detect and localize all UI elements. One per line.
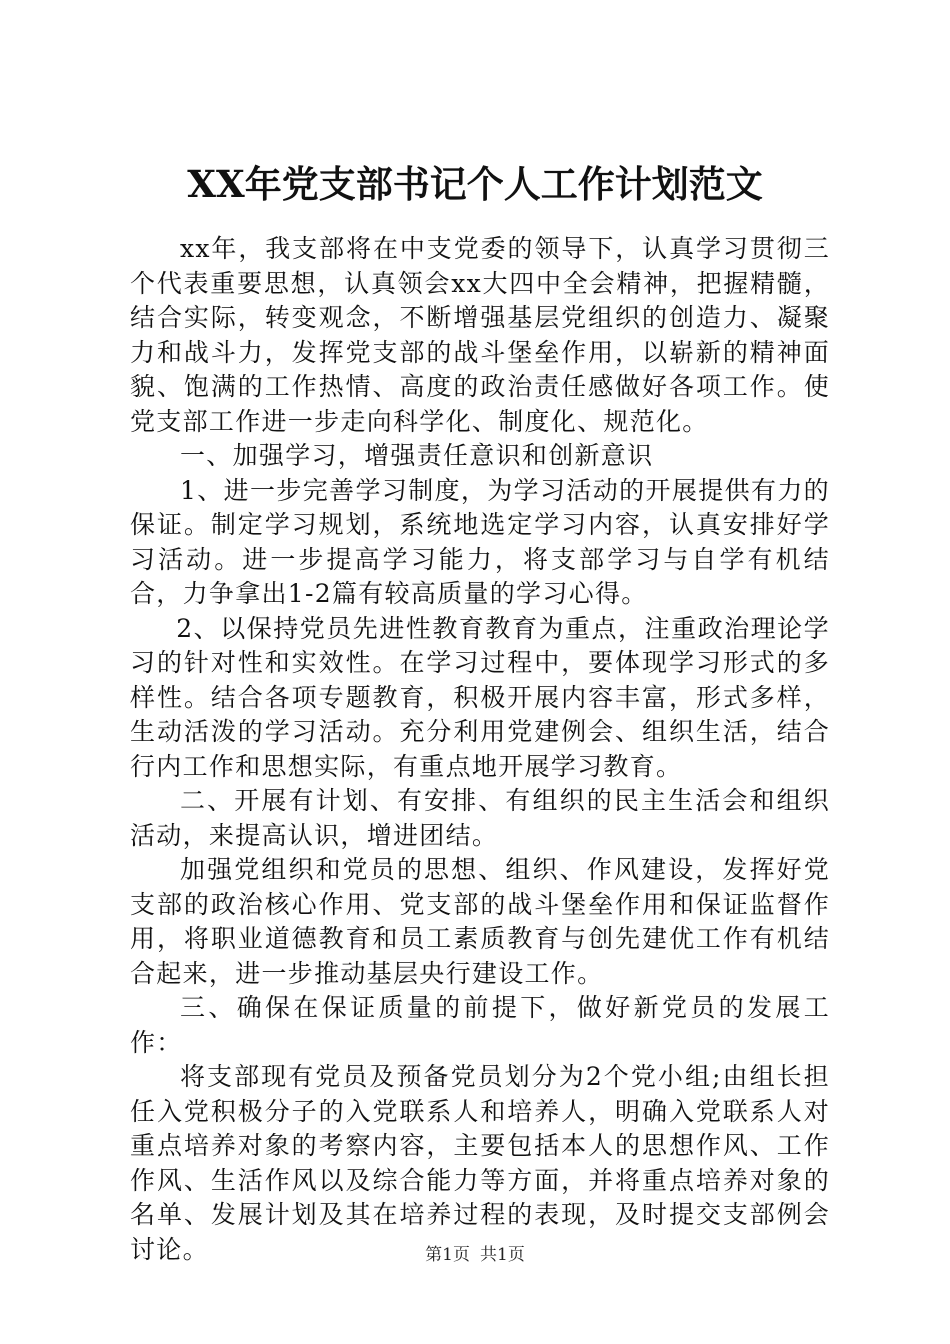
- page-total: 共1页: [480, 1245, 525, 1265]
- page-footer: [0, 1244, 950, 1266]
- paragraph-section-2: 加强党组织和党员的思想、组织、作风建设，发挥好党支部的政治核心作用、党支部的战斗堡垒作用和保证监督作用，将职业道德教育和员工素质教育与创先建优工作有机结合起来，进一步推动基层央行建设工作。: [130, 855, 830, 988]
- paragraph-intro: xx年，我支部将在中支党委的领导下，认真学习贯彻三个代表重要思想，认真领会xx大四中全会精神，把握精髓，结合实际，转变观念，不断增强基层党组织的创造力、凝聚力和战斗力，发挥党支部的战斗堡垒作用，以崭新的精神面貌、饱满的工作热情、高度的政治责任感做好各项工作。使党支部工作进一步走向科学化、制度化、规范化。: [130, 234, 830, 436]
- document-title: XX年党支部书记个人工作计划范文: [187, 162, 763, 206]
- paragraph-item-1: 1、进一步完善学习制度，为学习活动的开展提供有力的保证。制定学习规划，系统地选定学习内容，认真安排好学习活动。进一步提高学习能力，将支部学习与自学有机结合，力争拿出1-2篇有较高质量的学习心得。: [130, 475, 830, 608]
- paragraph-section-3: 将支部现有党员及预备党员划分为2个党小组;由组长担任入党积极分子的入党联系人和培养人，明确入党联系人对重点培养对象的考察内容，主要包括本人的思想作风、工作作风、生活作风以及综合能力等方面，并将重点培养对象的名单、发展计划及其在培养过程的表现，及时提交支部例会讨论。: [130, 1062, 830, 1264]
- section-heading-3: 三、确保在保证质量的前提下，做好新党员的发展工作：: [130, 993, 830, 1057]
- section-heading-1: 一、加强学习，增强责任意识和创新意识: [180, 441, 654, 470]
- page-number: 第1页: [425, 1245, 470, 1265]
- document-body: [130, 232, 830, 1267]
- section-heading-2: 二、开展有计划、有安排、有组织的民主生活会和组织活动，来提高认识，增进团结。: [130, 786, 830, 850]
- paragraph-item-2: 2、以保持党员先进性教育教育为重点，注重政治理论学习的针对性和实效性。在学习过程中，要体现学习形式的多样性。结合各项专题教育，积极开展内容丰富，形式多样，生动活泼的学习活动。充分利用党建例会、组织生活，结合行内工作和思想实际，有重点地开展学习教育。: [130, 613, 830, 781]
